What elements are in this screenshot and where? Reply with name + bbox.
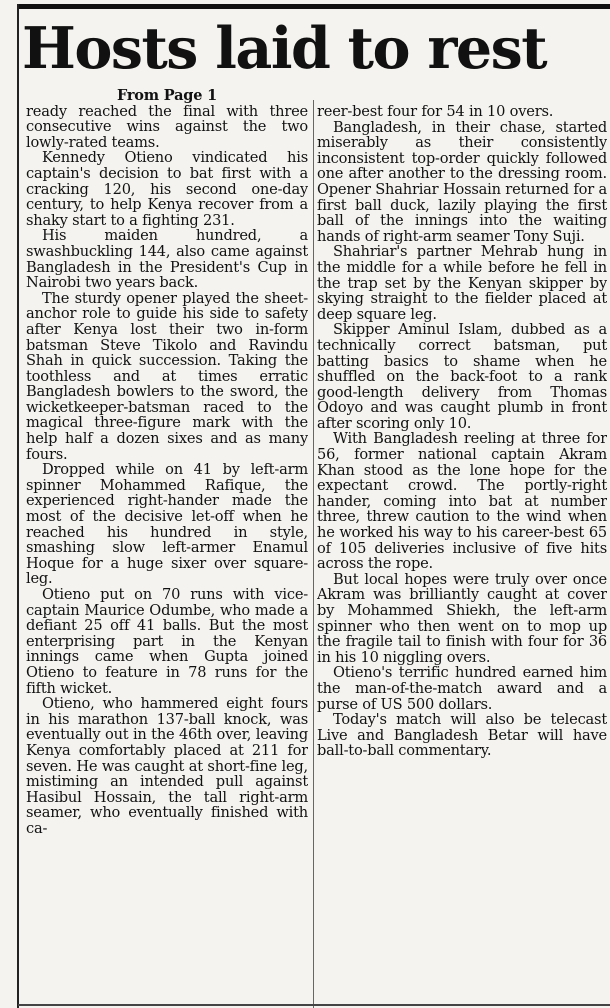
- article-column-1: [26, 88, 308, 988]
- paragraph: But local hopes were truly over once Akram was brilliantly caught at cover by Mohammed Shiekh, the left-arm spinner who then went on to mop up the fragile tail to finish with four for 36 in his 10 niggling overs.: [317, 570, 607, 666]
- article-column-2: [317, 104, 607, 1004]
- paragraph: Otieno put on 70 runs with vice-captain Maurice Odumbe, who made a defiant 25 off 41 balls. But the most enterprising part in the Kenyan innings came when Gupta joined Otieno to feature in 78 runs for the fifth wicket.: [26, 586, 308, 697]
- paragraph: Shahriar's partner Mehrab hung in the middle for a while before he fell in the trap set by the Kenyan skipper by skying straight to the fielder placed at deep square leg.: [317, 243, 607, 323]
- paragraph: Dropped while on 41 by left-arm spinner Mohammed Rafique, the experienced right-hander made the most of the decisive let-off when he reached his hundred in style, smashing slow left-armer Enamul Hoque for a huge sixer over square-leg.: [26, 461, 308, 588]
- bottom-rule: [18, 1004, 610, 1006]
- paragraph: Otieno, who hammered eight fours in his marathon 137-ball knock, was eventually out in the 46th over, leaving Kenya comfortably placed at 211 for seven. He was caught at short-fine leg, mistiming an intended pull against Hasibul Hossain, the tall right-arm seamer, who eventually finished with ca-: [26, 695, 308, 837]
- dateline: From Page 1: [117, 88, 217, 104]
- paragraph: Skipper Aminul Islam, dubbed as a technically correct batsman, put batting basics to shame when he shuffled on the back-foot to a rank good-length delivery from Thomas Odoyo and was caught plumb in front after scoring only 10.: [317, 321, 607, 432]
- paragraph: ready reached the final with three consecutive wins against the two lowly-rated teams.: [26, 102, 308, 151]
- top-rule: [18, 4, 610, 9]
- paragraph: Today's match will also be telecast Live and Bangladesh Betar will have ball-to-ball commentary.: [317, 711, 607, 760]
- paragraph: His maiden hundred, a swashbuckling 144, also came against Bangladesh in the President's Cup in Nairobi two years back.: [26, 227, 308, 292]
- paragraph: Bangladesh, in their chase, started miserably as their consistently inconsistent top-order quickly followed one after another to the dressing room. Opener Shahriar Hossain returned for a first ball duck, lazily playing the first ball of the innings into the waiting hands of right-arm seamer Tony Suji.: [317, 118, 607, 245]
- paragraph: Otieno's terrific hundred earned him the man-of-the-match award and a purse of US 500 dollars.: [317, 664, 607, 713]
- paragraph: Kennedy Otieno vindicated his captain's decision to bat first with a cracking 120, his second one-day century, to help Kenya recover from a shaky start to a fighting 231.: [26, 149, 308, 229]
- headline: Hosts laid to rest: [22, 15, 547, 82]
- left-border-rule: [17, 4, 19, 1008]
- paragraph: With Bangladesh reeling at three for 56, former national captain Akram Khan stood as the lone hope for the expectant crowd. The portly-right hander, coming into bat at number three, threw caution to the wind when he worked his way to his career-best 65 of 105 deliveries inclusive of five hits across the rope.: [317, 430, 607, 573]
- paragraph: The sturdy opener played the sheet-anchor role to guide his side to safety after Kenya lost their two in-form batsman Steve Tikolo and Ravindu Shah in quick succession. Taking the toothless and at times erratic Bangladesh bowlers to the sword, the wicketkeeper-batsman raced to the magical three-figure mark with the help half a dozen sixes and as many fours.: [26, 289, 308, 463]
- column-divider: [313, 100, 314, 1008]
- paragraph: reer-best four for 54 in 10 overs.: [317, 104, 554, 120]
